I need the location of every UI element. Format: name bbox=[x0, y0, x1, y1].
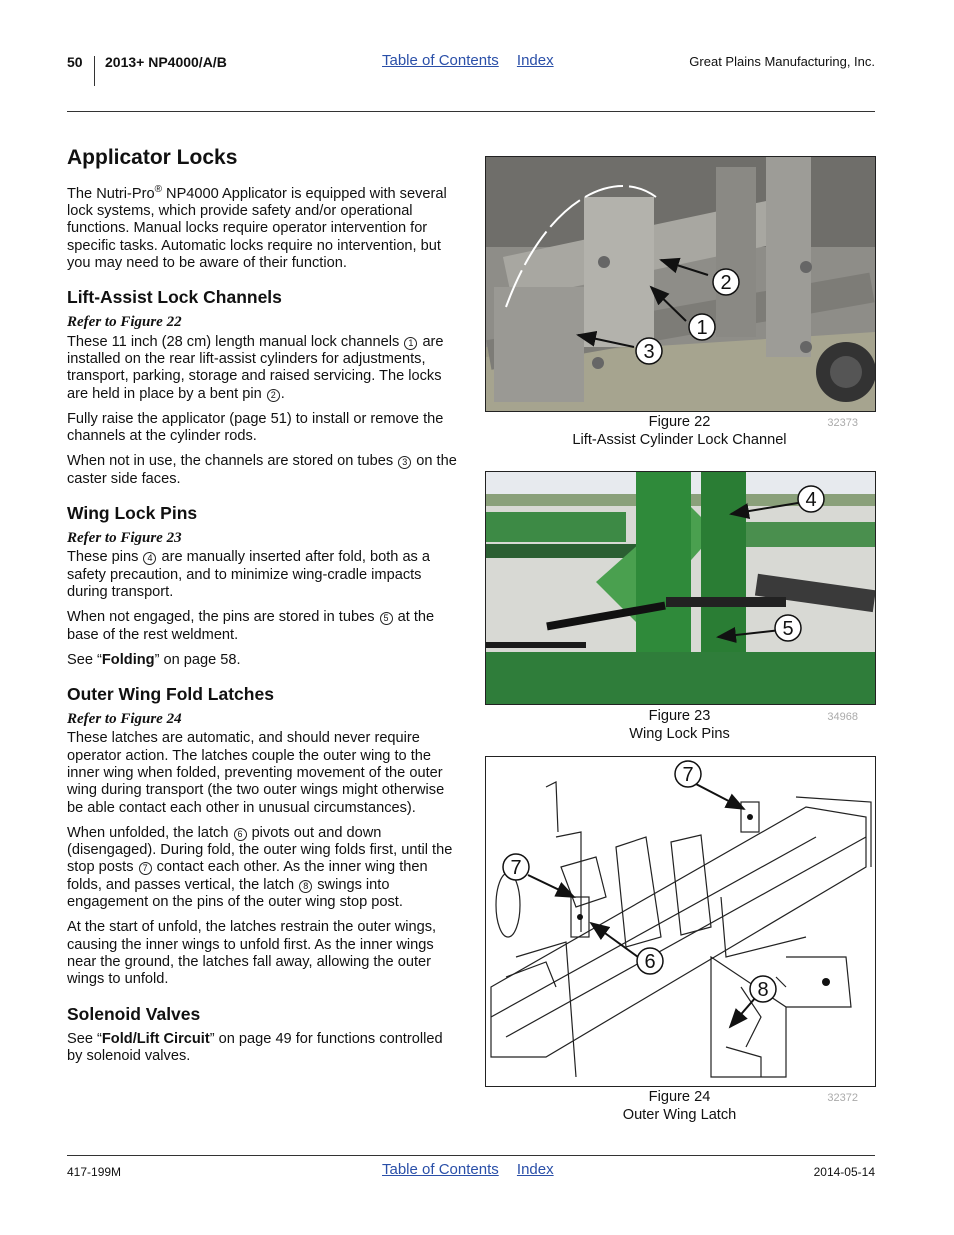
svg-text:6: 6 bbox=[644, 951, 656, 973]
figure-24-caption bbox=[485, 1088, 874, 1124]
figure-22-caption bbox=[485, 413, 874, 449]
callout-5: 5 bbox=[380, 612, 393, 625]
figure-reference: Refer to Figure 23 bbox=[67, 530, 182, 547]
svg-text:1: 1 bbox=[696, 317, 708, 339]
page-header bbox=[67, 52, 875, 88]
section-heading-outer: Outer Wing Fold Latches bbox=[67, 684, 274, 705]
callout-badge-5 bbox=[775, 615, 801, 641]
svg-text:7: 7 bbox=[682, 764, 694, 786]
callout-4: 4 bbox=[143, 552, 156, 565]
paragraph: Fully raise the applicator (page 51) to install or remove the channels at the cylinder rods. bbox=[67, 410, 444, 445]
svg-text:5: 5 bbox=[782, 618, 794, 640]
page-title: Applicator Locks bbox=[67, 146, 238, 169]
svg-text:7: 7 bbox=[510, 857, 522, 879]
callout-7: 7 bbox=[139, 862, 152, 875]
callout-1: 1 bbox=[404, 337, 417, 350]
figure-23-photo bbox=[485, 471, 876, 705]
callout-badge-6 bbox=[637, 948, 663, 974]
svg-text:4: 4 bbox=[805, 489, 817, 511]
company-name: Great Plains Manufacturing, Inc. bbox=[689, 54, 875, 69]
callout-2: 2 bbox=[267, 389, 280, 402]
header-rule bbox=[67, 111, 875, 112]
section-heading-solenoid: Solenoid Valves bbox=[67, 1003, 201, 1024]
figure-id: 34968 bbox=[827, 711, 858, 723]
paragraph: See “Folding” on page 58. bbox=[67, 651, 241, 668]
callout-badge-2 bbox=[713, 269, 739, 295]
callout-badge-4 bbox=[798, 486, 824, 512]
svg-text:3: 3 bbox=[643, 341, 655, 363]
paragraph: These 11 inch (28 cm) length manual lock channels 1 are installed on the rear lift-assist cylinders for adjustments, transport, parking, storage and raised servicing. The locks are held in place by a bent pin 2 . bbox=[67, 333, 444, 402]
figure-23-caption bbox=[485, 707, 874, 743]
callout-3: 3 bbox=[398, 456, 411, 469]
figure-title: Lift-Assist Cylinder Lock Channel bbox=[572, 432, 787, 448]
section-heading-lift: Lift-Assist Lock Channels bbox=[67, 287, 282, 308]
footer-links bbox=[382, 1161, 568, 1178]
paragraph: When not in use, the channels are stored on tubes 3 on the caster side faces. bbox=[67, 453, 457, 487]
svg-text:2: 2 bbox=[720, 272, 732, 294]
figure-22-photo bbox=[485, 156, 876, 412]
svg-text:8: 8 bbox=[757, 979, 769, 1001]
lift-assist-photo bbox=[486, 157, 875, 411]
paragraph: These pins 4 are manually inserted after fold, both as a safety precaution, and to minimize wing-cradle impacts during transport. bbox=[67, 549, 431, 600]
footer-toc-link[interactable]: Table of Contents bbox=[382, 1161, 499, 1178]
footer-index-link[interactable]: Index bbox=[516, 1161, 554, 1178]
callout-badge-7-upper bbox=[675, 761, 701, 787]
figure-id: 32373 bbox=[827, 417, 858, 429]
wing-lock-photo bbox=[486, 472, 875, 704]
paragraph: When not engaged, the pins are stored in tubes 5 at the base of the rest weldment. bbox=[67, 609, 435, 643]
header-divider bbox=[94, 56, 95, 86]
figure-number: Figure 22 bbox=[648, 414, 711, 430]
publication-date: 2014-05-14 bbox=[813, 1165, 875, 1179]
figure-24-drawing bbox=[485, 756, 876, 1087]
paragraph: When unfolded, the latch 6 pivots out and down (disengaged). During fold, the outer wing folds first, until the stop posts 7 contact each other. As the inner wing then folds, and passes vertical, the latch 8 swings into engagement on the pins of the outer wing stop post. bbox=[67, 824, 453, 911]
footer-rule bbox=[67, 1155, 875, 1156]
figure-title: Outer Wing Latch bbox=[622, 1107, 737, 1123]
callout-8: 8 bbox=[299, 880, 312, 893]
main-text-column bbox=[67, 145, 457, 1073]
paragraph: These latches are automatic, and should never require operator action. The latches couple the outer wing to the inner wing when folded, preventing movement of the outer wing during transport (the two outer wings might otherwise be able contact each other in unusual circumstances). bbox=[67, 730, 445, 816]
page-number: 50 bbox=[67, 54, 83, 70]
figure-id: 32372 bbox=[827, 1092, 858, 1104]
paragraph: At the start of unfold, the latches restrain the outer wings, causing the inner wings to unfold first. As the inner wings near the ground, the latches fall away, allowing the outer wings to unfold. bbox=[67, 919, 437, 988]
figure-number: Figure 23 bbox=[648, 708, 711, 724]
toc-link[interactable]: Table of Contents bbox=[382, 52, 499, 69]
model-name: 2013+ NP4000/A/B bbox=[105, 54, 227, 70]
header-links bbox=[382, 52, 568, 69]
outer-wing-latch-drawing bbox=[486, 757, 875, 1086]
index-link[interactable]: Index bbox=[516, 52, 554, 69]
cross-reference-fold-lift[interactable]: Fold/Lift Circuit bbox=[101, 1030, 210, 1047]
document-number: 417-199M bbox=[67, 1165, 122, 1179]
figure-number: Figure 24 bbox=[648, 1089, 711, 1105]
callout-6: 6 bbox=[234, 828, 247, 841]
figure-title: Wing Lock Pins bbox=[629, 726, 730, 742]
section-heading-wing: Wing Lock Pins bbox=[67, 503, 198, 524]
callout-badge-3 bbox=[636, 338, 662, 364]
figure-reference: Refer to Figure 22 bbox=[67, 314, 182, 331]
paragraph: See “Fold/Lift Circuit” on page 49 for functions controlled by solenoid valves. bbox=[67, 1030, 443, 1064]
callout-badge-1 bbox=[689, 314, 715, 340]
callout-badge-8 bbox=[750, 976, 776, 1002]
intro-paragraph: The Nutri-Pro® NP4000 Applicator is equipped with several lock systems, which provide safety and/or operational functions. Manual locks require operator intervention for specific tasks. Automatic locks require no intervention, but you may need to be aware of their function. bbox=[67, 184, 447, 272]
callout-badge-7-lower bbox=[503, 854, 529, 880]
figure-reference: Refer to Figure 24 bbox=[67, 711, 182, 728]
cross-reference-folding[interactable]: Folding bbox=[101, 651, 155, 668]
